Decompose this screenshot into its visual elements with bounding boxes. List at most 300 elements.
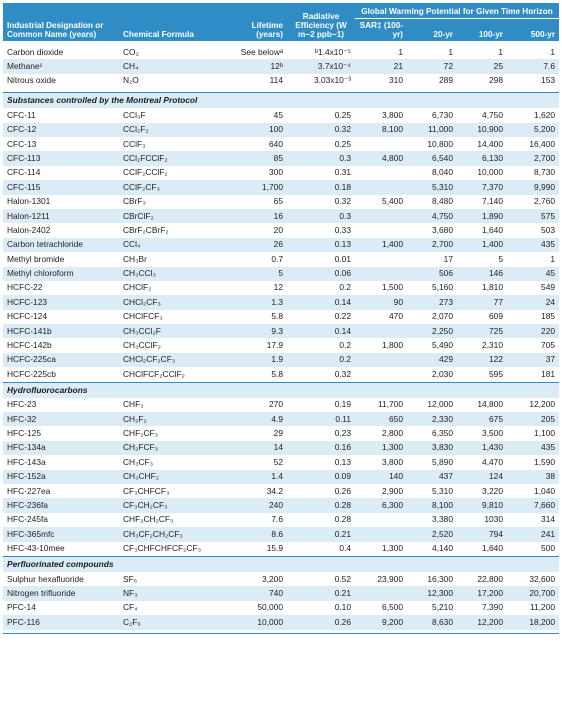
gwp-500yr-value: 45	[507, 267, 559, 281]
gwp-100yr-value: 298	[489, 75, 503, 86]
radiative-efficiency-value: 0.2	[287, 353, 355, 367]
chemical-formula: CHF₃	[123, 399, 144, 410]
gwp-100yr-value: 77	[457, 295, 507, 309]
lifetime-value: 240	[233, 498, 287, 512]
gwp-20yr-value: 5,490	[432, 340, 453, 351]
radiative-efficiency-value: 0.01	[334, 253, 351, 264]
gwp-500yr-value: 435	[507, 441, 559, 455]
header-lifetime: Lifetime (years)	[233, 3, 287, 41]
table-row	[3, 367, 559, 382]
gwp-100yr-value: 5	[498, 253, 503, 264]
gwp-20yr-value: 10,800	[427, 138, 453, 149]
chemical-formula: CHF₂CH₂CF₃	[123, 514, 174, 525]
gwp-500yr-value: 32,600	[529, 573, 556, 584]
compound-name: HFC-134a	[3, 441, 119, 455]
gwp-500yr-value: 205	[507, 412, 559, 426]
gwp-20yr-value: 2,250	[407, 324, 457, 338]
lifetime-value: 85	[233, 151, 287, 165]
table-row	[3, 572, 559, 586]
sar-gwp-value	[355, 223, 407, 237]
header-name: Industrial Designation or Common Name (years)	[3, 3, 119, 41]
gwp-500yr-value: 220	[507, 324, 559, 338]
radiative-efficiency-value: 0.3	[287, 209, 355, 223]
sar-gwp-value: 9,200	[355, 615, 407, 629]
lifetime-value: 1.4	[233, 470, 287, 484]
gwp-100yr-value: 1,430	[457, 441, 507, 455]
table-row	[3, 586, 559, 600]
sar-gwp-value: 5,400	[382, 196, 403, 207]
sar-gwp-value	[355, 180, 407, 194]
gwp-20yr-value: 2,030	[432, 368, 453, 379]
compound-name: Methyl chloroform	[3, 267, 119, 281]
section-title: Hydrofluorocarbons	[3, 382, 559, 398]
compound-name: HFC-365mfc	[3, 527, 119, 541]
gwp-100yr-value: 146	[457, 267, 507, 281]
table-row	[3, 513, 559, 527]
lifetime-value: See belowᵃ	[240, 46, 283, 57]
chemical-formula: CHF₂CF₃	[123, 428, 159, 438]
compound-name: CFC-113	[3, 151, 119, 165]
table-row	[3, 542, 559, 557]
gwp-20yr-value: 273	[407, 295, 457, 309]
gwp-500yr-value: 20,700	[507, 586, 559, 600]
radiative-efficiency-value: 3.03x10⁻³	[313, 75, 351, 86]
compound-name: HFC-236fa	[3, 498, 119, 512]
radiative-efficiency-value: 0.2	[339, 282, 351, 293]
lifetime-value: 3,200	[262, 573, 283, 584]
chemical-formula: CH₃CCl₂F	[119, 324, 233, 338]
chemical-formula: CHCl₂CF₃	[119, 295, 233, 309]
gwp-20yr-value: 2,520	[407, 527, 457, 541]
gwp-500yr-value: 549	[541, 282, 556, 293]
sar-gwp-value: 2,900	[382, 485, 403, 496]
sar-gwp-value: 3,800	[382, 109, 403, 120]
chemical-formula: CF₄	[123, 602, 138, 613]
chemical-formula: CH₃CCl₃	[119, 267, 233, 281]
compound-name: HCFC-141b	[3, 324, 119, 338]
sar-gwp-value: 6,300	[355, 498, 407, 512]
sar-gwp-value: 3,800	[382, 456, 403, 467]
compound-name: HCFC-22	[7, 282, 43, 293]
sar-gwp-value	[355, 137, 407, 151]
lifetime-value: 20	[273, 224, 283, 235]
chemical-formula: CBrF₂CBrF₂	[123, 224, 169, 235]
table-row	[3, 252, 559, 266]
gwp-20yr-value: 289	[439, 75, 453, 86]
lifetime-value: 1.9	[233, 353, 287, 367]
chemical-formula: NF₃	[119, 586, 233, 600]
lifetime-value: 12	[273, 282, 283, 293]
chemical-formula: CCl₃F	[123, 109, 146, 120]
gwp-100yr-value: 1,640	[482, 224, 503, 235]
gwp-500yr-value: 2,700	[507, 151, 559, 165]
lifetime-value: 15.9	[266, 543, 283, 554]
lifetime-value: 114	[269, 75, 283, 86]
header-radiative-efficiency: Radiative Efficiency (W m−2 ppb−1)	[287, 3, 355, 41]
gwp-20yr-value: 4,750	[407, 209, 457, 223]
gwp-500yr-value: 38	[507, 470, 559, 484]
lifetime-value: 1,700	[233, 180, 287, 194]
compound-name: HFC-43-10mee	[7, 543, 65, 554]
table-row	[3, 223, 559, 237]
table-row	[3, 281, 559, 295]
gwp-20yr-value: 12,300	[407, 586, 457, 600]
gwp-500yr-value: 16,400	[529, 138, 556, 149]
compound-name: Methaneᶜ	[3, 59, 119, 73]
table-row	[3, 527, 559, 541]
compound-name: Nitrogen trifluoride	[3, 586, 119, 600]
compound-name: CFC-115	[3, 180, 119, 194]
sar-gwp-value: 21	[355, 59, 407, 73]
table-row	[3, 455, 559, 469]
sar-gwp-value: 90	[355, 295, 407, 309]
chemical-formula: SF₆	[123, 573, 138, 584]
lifetime-value: 100	[233, 123, 287, 137]
gwp-20yr-value: 8,100	[407, 498, 457, 512]
gwp-table	[3, 3, 559, 634]
chemical-formula: C₂F₆	[119, 615, 233, 629]
chemical-formula: CBrF₃	[123, 196, 146, 207]
sar-gwp-value: 2,800	[382, 428, 403, 438]
gwp-100yr-value: 1	[498, 46, 503, 57]
gwp-500yr-value: 241	[507, 527, 559, 541]
radiative-efficiency-value: 0.25	[334, 109, 351, 120]
sar-gwp-value	[355, 527, 407, 541]
section-header	[3, 93, 559, 109]
lifetime-value: 1.3	[233, 295, 287, 309]
gwp-500yr-value: 8,730	[534, 167, 556, 178]
gwp-20yr-value: 17	[443, 253, 453, 264]
table-row	[3, 123, 559, 137]
gwp-500yr-value: 435	[507, 238, 559, 252]
table-row	[3, 45, 559, 59]
radiative-efficiency-value: 0.22	[334, 311, 351, 322]
gwp-500yr-value: 503	[541, 224, 556, 235]
gwp-100yr-value: 124	[457, 470, 507, 484]
lifetime-value: 8.6	[233, 527, 287, 541]
gwp-500yr-value: 1,100	[534, 428, 556, 438]
chemical-formula: CHCl₂CF₂CF₃	[119, 353, 233, 367]
chemical-formula: CClF₂CF₃	[119, 180, 233, 194]
gwp-100yr-value: 794	[457, 527, 507, 541]
gwp-500yr-value: 705	[541, 340, 556, 351]
gwp-20yr-value: 1	[448, 46, 453, 57]
lifetime-value: 52	[273, 456, 283, 467]
radiative-efficiency-value: 0.52	[334, 573, 351, 584]
compound-name: HFC-143a	[7, 456, 46, 467]
gwp-100yr-value: 4,750	[482, 109, 503, 120]
sar-gwp-value	[355, 513, 407, 527]
gwp-20yr-value: 506	[407, 267, 457, 281]
radiative-efficiency-value: ᵇ1.4x10⁻⁵	[314, 46, 351, 57]
gwp-500yr-value: 24	[507, 295, 559, 309]
radiative-efficiency-value: 0.26	[334, 485, 351, 496]
table-row	[3, 151, 559, 165]
gwp-500yr-value: 1,590	[534, 456, 556, 467]
gwp-100yr-value: 1,890	[457, 209, 507, 223]
gwp-500yr-value: 500	[541, 543, 556, 554]
gwp-100yr-value: 7,140	[482, 196, 503, 207]
table-row	[3, 195, 559, 209]
lifetime-value: 14	[233, 441, 287, 455]
radiative-efficiency-value: 0.23	[334, 428, 351, 438]
gwp-100yr-value: 3,220	[482, 485, 503, 496]
lifetime-value: 16	[233, 209, 287, 223]
chemical-formula: CCl₄	[119, 238, 233, 252]
table-row	[3, 498, 559, 512]
lifetime-value: 5.8	[271, 368, 283, 379]
sar-gwp-value	[355, 586, 407, 600]
gwp-20yr-value: 429	[407, 353, 457, 367]
chemical-formula: CHClFCF₃	[123, 311, 163, 322]
sar-gwp-value	[355, 166, 407, 180]
sar-gwp-value	[355, 252, 407, 266]
compound-name: HFC-152a	[3, 470, 119, 484]
chemical-formula: CHClF₂	[123, 282, 152, 293]
lifetime-value: 5.8	[271, 311, 283, 322]
compound-name: HCFC-123	[3, 295, 119, 309]
table-row	[3, 441, 559, 455]
chemical-formula: CClF₂CClF₂	[123, 167, 168, 178]
table-row	[3, 166, 559, 180]
header-formula: Chemical Formula	[119, 3, 233, 41]
radiative-efficiency-value: 0.16	[287, 441, 355, 455]
sar-gwp-value: 11,700	[378, 399, 403, 410]
gwp-20yr-value: 5,310	[407, 180, 457, 194]
gwp-20yr-value: 2,700	[407, 238, 457, 252]
gwp-100yr-value: 10,900	[457, 123, 507, 137]
gwp-20yr-value: 3,680	[432, 224, 453, 235]
lifetime-value: 0.7	[271, 253, 283, 264]
chemical-formula: CH₃Br	[123, 253, 147, 264]
radiative-efficiency-value: 0.32	[334, 196, 351, 207]
radiative-efficiency-value: 0.25	[334, 138, 351, 149]
compound-name: Carbon dioxide	[7, 46, 64, 57]
table-row	[3, 426, 559, 440]
radiative-efficiency-value: 0.32	[287, 123, 355, 137]
compound-name: CFC-11	[7, 109, 36, 120]
sar-gwp-value: 23,900	[377, 573, 403, 584]
compound-name: HFC-32	[3, 412, 119, 426]
gwp-20yr-value: 5,210	[432, 602, 453, 613]
sar-gwp-value	[355, 267, 407, 281]
gwp-20yr-value: 12,000	[427, 399, 453, 410]
compound-name: Halon-1301	[7, 196, 51, 207]
gwp-20yr-value: 72	[407, 59, 457, 73]
radiative-efficiency-value: 0.21	[287, 527, 355, 541]
gwp-100yr-value: 17,200	[457, 586, 507, 600]
chemical-formula: CClF₃	[123, 138, 146, 149]
gwp-100yr-value: 675	[457, 412, 507, 426]
chemical-formula: CHClFCF₂CClF₂	[123, 368, 185, 379]
gwp-20yr-value: 2,330	[407, 412, 457, 426]
gwp-100yr-value: 6,130	[457, 151, 507, 165]
chemical-formula: CBrClF₂	[119, 209, 233, 223]
table-header	[3, 3, 559, 41]
gwp-20yr-value: 4,140	[432, 543, 453, 554]
gwp-20yr-value: 5,310	[432, 485, 453, 496]
sar-gwp-value	[355, 367, 407, 382]
gwp-500yr-value: 11,200	[530, 602, 556, 613]
radiative-efficiency-value: 0.10	[334, 602, 351, 613]
chemical-formula: CH₃CHF₂	[119, 470, 233, 484]
lifetime-value: 9.3	[233, 324, 287, 338]
gwp-500yr-value: 575	[507, 209, 559, 223]
gwp-500yr-value: 37	[507, 353, 559, 367]
gwp-500yr-value: 7,660	[507, 498, 559, 512]
radiative-efficiency-value: 0.31	[334, 167, 351, 178]
gwp-500yr-value: 12,200	[529, 399, 556, 410]
section-header	[3, 382, 559, 398]
compound-name: Halon-1211	[3, 209, 119, 223]
lifetime-value: 34.2	[266, 485, 283, 496]
gwp-100yr-value: 25	[457, 59, 507, 73]
radiative-efficiency-value: 0.13	[287, 238, 355, 252]
radiative-efficiency-value: 0.33	[334, 224, 351, 235]
compound-name: Methyl bromide	[7, 253, 65, 264]
table-end-rule	[3, 630, 559, 634]
header-sar: SAR‡ (100-yr)	[355, 19, 407, 42]
table-row	[3, 295, 559, 309]
gwp-100yr-value: 9,810	[457, 498, 507, 512]
radiative-efficiency-value: 0.28	[334, 514, 351, 525]
compound-name: CFC-12	[3, 123, 119, 137]
compound-name: Sulphur hexafluoride	[7, 573, 84, 584]
section-header	[3, 556, 559, 572]
sar-gwp-value: 470	[389, 311, 403, 322]
table-row	[3, 338, 559, 352]
lifetime-value: 7.6	[271, 514, 283, 525]
gwp-100yr-value: 7,370	[457, 180, 507, 194]
table-row	[3, 601, 559, 615]
gwp-100yr-value: 14,400	[477, 138, 503, 149]
lifetime-value: 300	[269, 167, 283, 178]
lifetime-value: 29	[273, 428, 283, 438]
table-row	[3, 238, 559, 252]
gwp-100yr-value: 1,810	[482, 282, 503, 293]
radiative-efficiency-value: 0.28	[287, 498, 355, 512]
gwp-500yr-value: 5,200	[507, 123, 559, 137]
sar-gwp-value: 6,500	[382, 602, 403, 613]
compound-name: Carbon tetrachloride	[3, 238, 119, 252]
gwp-20yr-value: 2,070	[432, 311, 453, 322]
table-row	[3, 398, 559, 412]
compound-name: HCFC-124	[7, 311, 48, 322]
gwp-100yr-value: 22,800	[477, 573, 503, 584]
gwp-500yr-value: 1,040	[534, 485, 556, 496]
gwp-20yr-value: 8,480	[432, 196, 453, 207]
chemical-formula: CH₄	[119, 59, 233, 73]
gwp-500yr-value: 9,990	[507, 180, 559, 194]
chemical-formula: CF₃CHFCF₃	[123, 485, 170, 496]
sar-gwp-value	[355, 353, 407, 367]
gwp-20yr-value: 5,890	[432, 456, 453, 467]
gwp-20yr-value: 6,350	[432, 428, 453, 438]
gwp-100yr-value: 609	[489, 311, 503, 322]
radiative-efficiency-value: 0.32	[334, 368, 351, 379]
table-row	[3, 209, 559, 223]
gwp-100yr-value: 10,000	[477, 167, 503, 178]
radiative-efficiency-value: 0.11	[287, 412, 355, 426]
gwp-20yr-value: 6,730	[432, 109, 453, 120]
section-title: Perfluorinated compounds	[3, 556, 559, 572]
table-row	[3, 137, 559, 151]
section-title: Substances controlled by the Montreal Protocol	[3, 93, 559, 109]
radiative-efficiency-value: 0.09	[287, 470, 355, 484]
gwp-500yr-value: 1	[550, 46, 556, 57]
gwp-20yr-value: 11,000	[407, 123, 457, 137]
radiative-efficiency-value: 0.3	[287, 151, 355, 165]
chemical-formula: CH₃CF₂CH₂CF₃	[119, 527, 233, 541]
compound-name: HCFC-142b	[7, 340, 52, 351]
compound-name: PFC-116	[3, 615, 119, 629]
gwp-100yr-value: 1,640	[482, 543, 503, 554]
chemical-formula: CH₃CClF₂	[123, 340, 161, 351]
radiative-efficiency-value: 0.19	[334, 399, 351, 410]
radiative-efficiency-value: 0.13	[334, 456, 351, 467]
compound-name: HFC-23	[7, 399, 37, 410]
gwp-500yr-value: 2,760	[534, 196, 556, 207]
sar-gwp-value: 140	[355, 470, 407, 484]
lifetime-value: 50,000	[257, 602, 283, 613]
gwp-100yr-value: 122	[457, 353, 507, 367]
gwp-500yr-value: 7.6	[507, 59, 559, 73]
lifetime-value: 26	[233, 238, 287, 252]
chemical-formula: CCl₂FCClF₂	[119, 151, 233, 165]
chemical-formula: CF₃CH₂CF₃	[119, 498, 233, 512]
lifetime-value: 17.9	[266, 340, 283, 351]
sar-gwp-value: 650	[355, 412, 407, 426]
radiative-efficiency-value: 0.06	[287, 267, 355, 281]
compound-name: HCFC-225ca	[3, 353, 119, 367]
table-row	[3, 324, 559, 338]
compound-name: HCFC-225cb	[7, 368, 56, 379]
sar-gwp-value: 1,500	[382, 282, 403, 293]
gwp-100yr-value: 595	[489, 368, 503, 379]
compound-name: Nitrous oxide	[7, 75, 56, 86]
gwp-100yr-value: 4,470	[482, 456, 503, 467]
gwp-500yr-value: 1	[550, 253, 556, 264]
table-row	[3, 310, 559, 324]
chemical-formula: N₂O	[123, 75, 139, 86]
lifetime-value: 5	[233, 267, 287, 281]
gwp-500yr-value: 181	[541, 368, 556, 379]
gwp-100yr-value: 7,390	[482, 602, 503, 613]
gwp-20yr-value: 6,540	[407, 151, 457, 165]
gwp-table-page	[0, 3, 562, 715]
end-rule-cell	[3, 630, 559, 634]
header-500yr: 500-yr	[507, 19, 559, 42]
compound-name: HFC-245fa	[7, 514, 48, 525]
sar-gwp-value: 1	[398, 46, 403, 57]
lifetime-value: 65	[273, 196, 283, 207]
table-body	[3, 41, 559, 633]
lifetime-value: 12ᵇ	[233, 59, 287, 73]
sar-gwp-value: 1,300	[355, 441, 407, 455]
radiative-efficiency-value: 0.26	[287, 615, 355, 629]
radiative-efficiency-value: 0.14	[287, 295, 355, 309]
gwp-500yr-value: 185	[541, 311, 556, 322]
table-row	[3, 180, 559, 194]
gwp-100yr-value: 2,310	[482, 340, 503, 351]
sar-gwp-value: 8,100	[355, 123, 407, 137]
gwp-100yr-value: 12,200	[457, 615, 507, 629]
gwp-500yr-value: 314	[541, 514, 556, 525]
sar-gwp-value: 1,300	[382, 543, 403, 554]
gwp-20yr-value: 8,630	[407, 615, 457, 629]
sar-gwp-value: 310	[389, 75, 403, 86]
gwp-20yr-value: 16,300	[427, 573, 453, 584]
